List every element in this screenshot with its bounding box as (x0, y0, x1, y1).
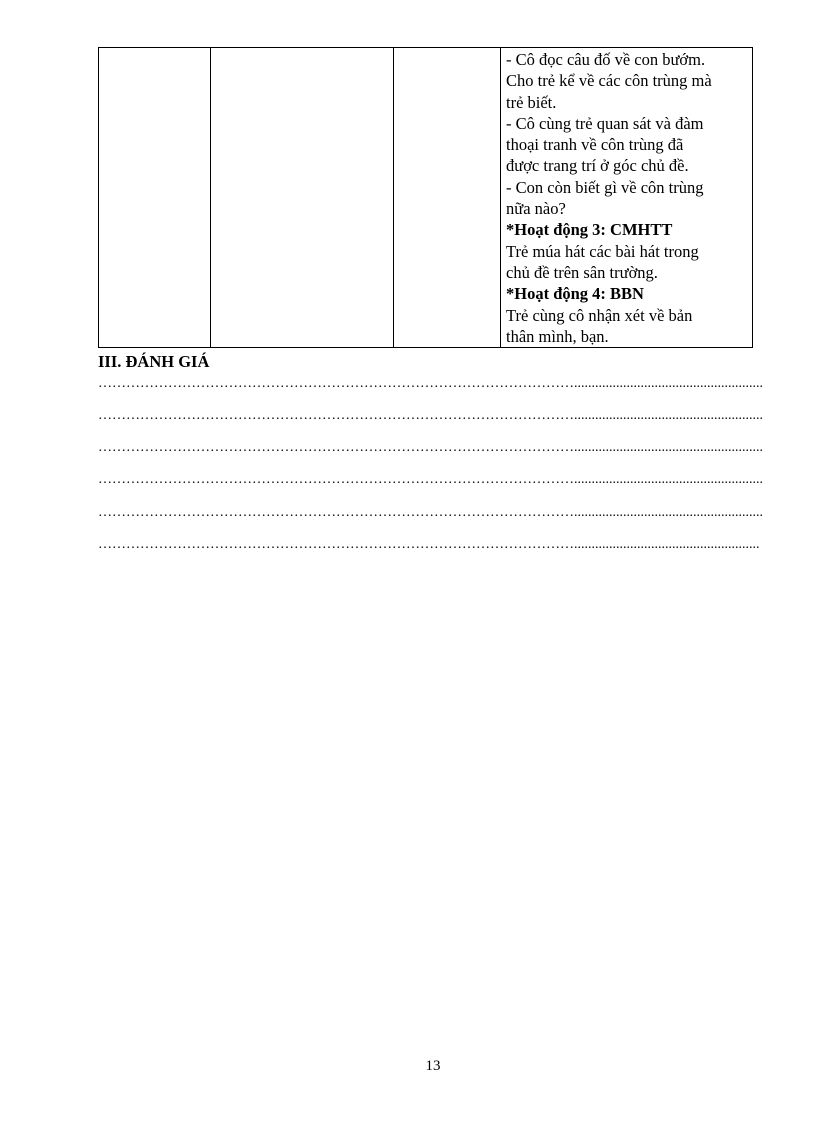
evaluation-dotted-line: …………………………………………………………………………………………...................................................... (98, 408, 763, 423)
table-cell-2 (211, 48, 394, 348)
evaluation-dotted-line: …………………………………………………………………………………………...................................................... (98, 505, 763, 520)
evaluation-dotted-line: …………………………………………………………………………………………...................................................... (98, 376, 763, 391)
page-number: 13 (425, 1058, 441, 1074)
activity-table (98, 47, 753, 348)
activity-heading: *Hoạt động 3: CMHTT (506, 220, 673, 240)
activity-line: trẻ biết. (506, 92, 557, 112)
table-cell-1 (99, 48, 211, 348)
activity-heading: *Hoạt động 4: BBN (506, 284, 644, 304)
evaluation-title: III. ĐÁNH GIÁ (98, 352, 210, 371)
evaluation-dotted-line: …………………………………………………………………………………………...................................................... (98, 472, 763, 487)
table-cell-activities (501, 48, 753, 348)
activity-line: được trang trí ở góc chủ đề. (506, 156, 689, 176)
activity-line: - Con còn biết gì về côn trùng (506, 177, 704, 197)
activity-line: Cho trẻ kể về các côn trùng mà (506, 71, 712, 91)
activity-line: Trẻ cùng cô nhận xét về bản (506, 305, 693, 325)
table-row (99, 48, 753, 348)
activity-line: - Cô đọc câu đố về con bướm. (506, 50, 706, 69)
activity-line: chủ đề trên sân trường. (506, 262, 658, 282)
activity-line: thân mình, bạn. (506, 326, 609, 346)
evaluation-dotted-line: …………………………………………………………………………………………..................................................... (98, 537, 760, 552)
activity-line: Trẻ múa hát các bài hát trong (506, 241, 699, 261)
evaluation-dotted-line: …………………………………………………………………………………………...................................................... (98, 440, 763, 455)
table-cell-3 (394, 48, 501, 348)
activity-line: thoại tranh về côn trùng đã (506, 135, 684, 155)
activity-line: nữa nào? (506, 199, 566, 219)
activity-line: - Cô cùng trẻ quan sát và đàm (506, 113, 704, 133)
